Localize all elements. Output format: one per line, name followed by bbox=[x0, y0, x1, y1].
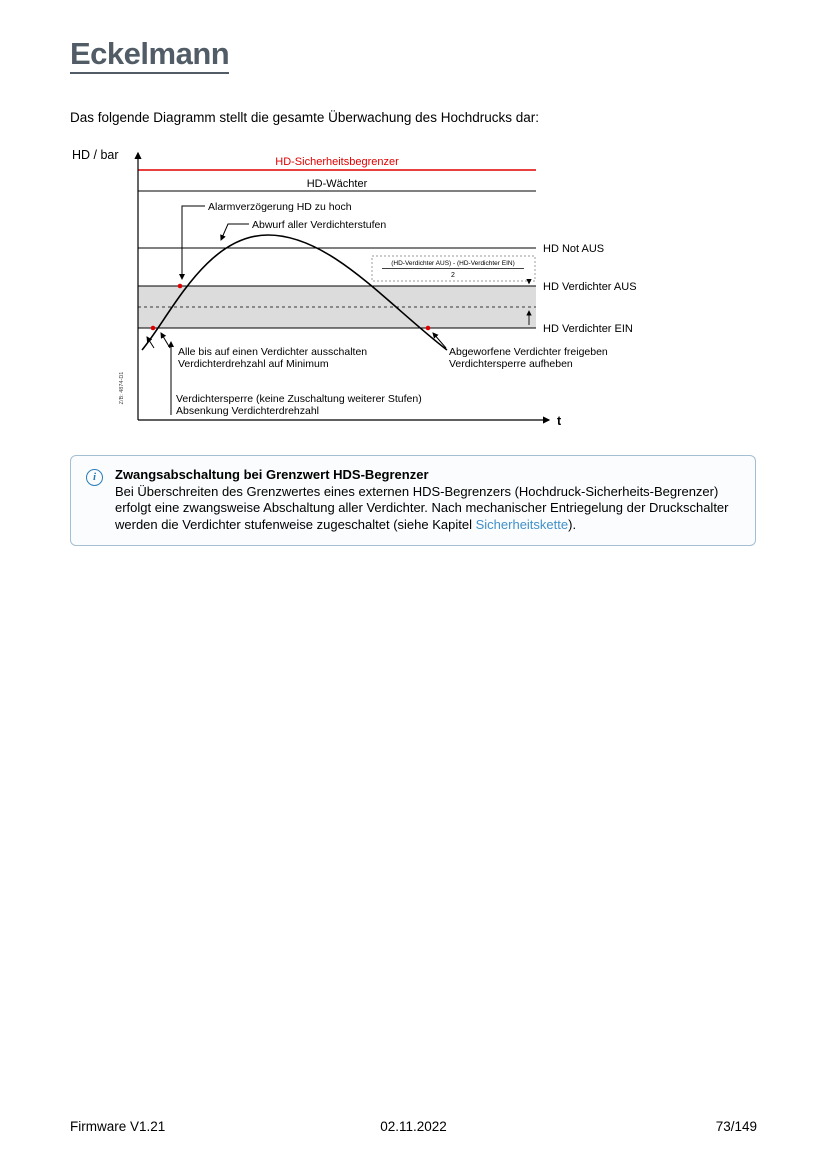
intro-text: Das folgende Diagramm stellt die gesamte Überwachung des Hochdrucks dar: bbox=[70, 110, 539, 125]
note-title: Zwangsabschaltung bei Grenzwert HDS-Begrenzer bbox=[115, 467, 429, 482]
sicherheitskette-link[interactable]: Sicherheitskette bbox=[475, 516, 569, 532]
footer-page-number: 73/149 bbox=[715, 1119, 757, 1134]
annotation-alle-line1: Alle bis auf einen Verdichter ausschalten bbox=[178, 346, 368, 358]
annotation-abgeworfen-line2: Verdichtersperre aufheben bbox=[449, 358, 573, 370]
note-body-end: ). bbox=[568, 516, 577, 532]
x-axis-label: t bbox=[557, 414, 562, 428]
label-hd-not-aus: HD Not AUS bbox=[543, 243, 605, 255]
annotation-alle-line2: Verdichterdrehzahl auf Minimum bbox=[178, 358, 329, 370]
label-hd-verdichter-ein: HD Verdichter EIN bbox=[543, 323, 633, 335]
annotation-alarm: Alarmverzögerung HD zu hoch bbox=[208, 201, 352, 213]
annotation-sperre-line2: Absenkung Verdichterdrehzahl bbox=[176, 405, 320, 417]
note-body bbox=[115, 484, 739, 534]
formula-denominator: 2 bbox=[451, 272, 455, 279]
annotation-abwurf: Abwurf aller Verdichterstufen bbox=[252, 219, 387, 231]
footer-date: 02.11.2022 bbox=[380, 1119, 447, 1134]
annotation-sperre-line1: Verdichtersperre (keine Zuschaltung weiterer Stufen) bbox=[176, 393, 422, 405]
drawing-reference: Z/B: 4874-D1 bbox=[119, 371, 125, 405]
page-footer bbox=[70, 1119, 757, 1134]
annotation-alle-arrow2 bbox=[161, 333, 170, 348]
label-hd-verdichter-aus: HD Verdichter AUS bbox=[543, 281, 637, 293]
switch-point-ein-rising bbox=[151, 326, 156, 331]
y-axis-label: HD / bar bbox=[72, 148, 119, 162]
info-note-box bbox=[70, 455, 756, 546]
switch-point-ein-falling bbox=[426, 326, 431, 331]
switch-point-aus-rising bbox=[178, 284, 183, 289]
eckelmann-logo: Eckelmann bbox=[70, 38, 229, 74]
hd-monitoring-diagram bbox=[66, 143, 646, 443]
annotation-abwurf-leader bbox=[221, 224, 249, 240]
info-icon: i bbox=[86, 469, 103, 486]
label-hd-waechter: HD-Wächter bbox=[306, 178, 368, 190]
annotation-abgeworfen-line1: Abgeworfene Verdichter freigeben bbox=[449, 346, 608, 358]
footer-firmware-version: Firmware V1.21 bbox=[70, 1119, 166, 1134]
note-body-text: Bei Überschreiten des Grenzwertes eines externen HDS-Begrenzers (Hochdruck-Sicherheits-Begrenzer) erfolgt eine zwangsweise Abschaltung aller Verdichter. Nach mechanischer Entriegelung der Druckschalter werden die Verdichter stufenweise zugeschaltet (siehe Kapitel bbox=[115, 483, 729, 532]
formula-numerator: (HD-Verdichter AUS) - (HD-Verdichter EIN) bbox=[391, 260, 515, 267]
label-hd-sicherheitsbegrenzer: HD-Sicherheitsbegrenzer bbox=[275, 156, 399, 168]
